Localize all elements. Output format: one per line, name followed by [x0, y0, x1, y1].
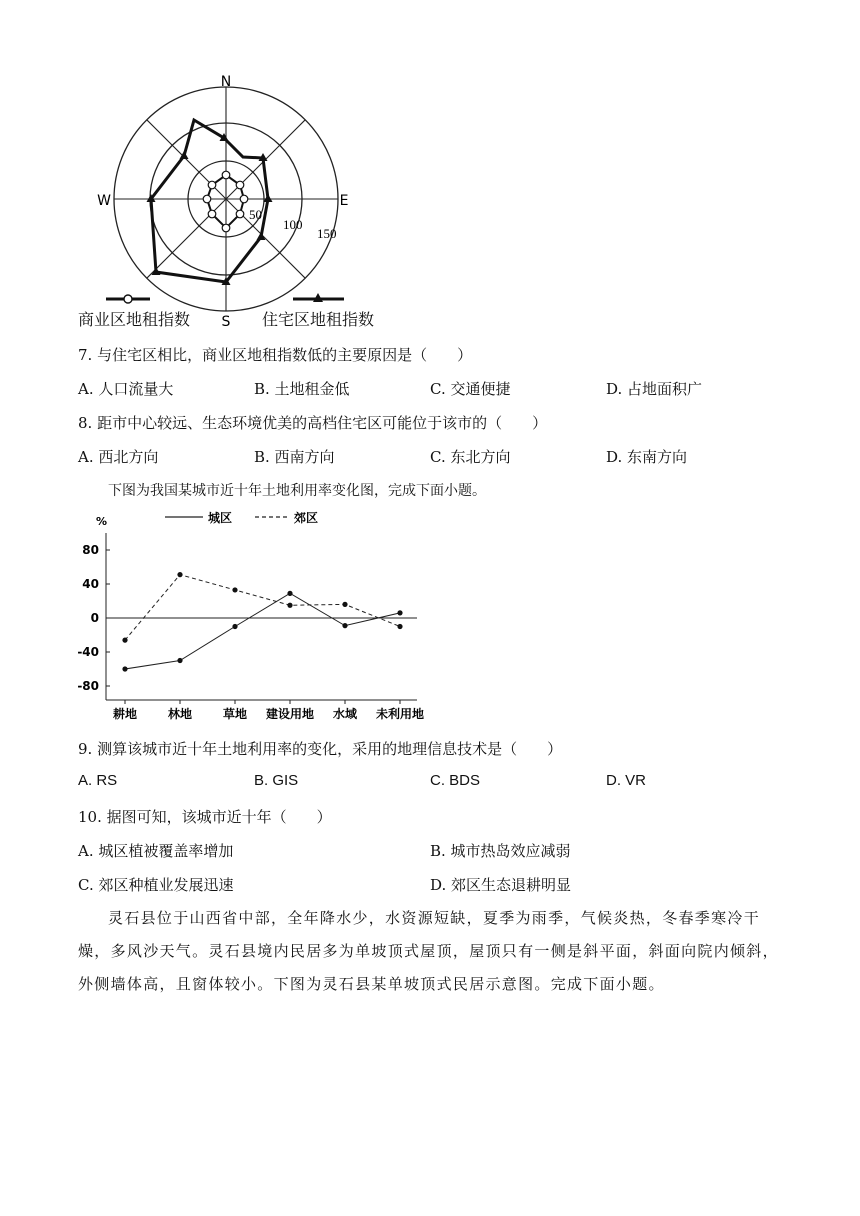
question-7-option-d[interactable]: D. 占地面积广	[606, 380, 703, 398]
y-tick-label: 40	[82, 577, 99, 591]
direction-e: E	[339, 193, 349, 209]
land-use-intro: 下图为我国某城市近十年土地利用率变化图，完成下面小题。	[108, 483, 486, 499]
ring-label-100: 100	[283, 217, 303, 232]
legend-residential-label: 住宅区地租指数	[262, 310, 375, 329]
rent-index-radar-figure	[60, 70, 400, 332]
question-10-option-a[interactable]: A. 城区植被覆盖率增加	[78, 842, 234, 860]
x-tick-label: 耕地	[112, 707, 138, 721]
question-10-option-c[interactable]: C. 郊区种植业发展迅速	[78, 876, 234, 894]
question-7-option-b[interactable]: B. 土地租金低	[254, 380, 350, 398]
urban-data-point	[287, 591, 292, 596]
question-9-option-a[interactable]: A. RS	[78, 772, 118, 789]
direction-n: N	[220, 74, 232, 90]
x-tick-label: 建设用地	[265, 707, 315, 721]
urban-series-line	[125, 593, 400, 669]
question-10-option-b[interactable]: B. 城市热岛效应减弱	[430, 842, 571, 860]
question-8-option-c[interactable]: C. 东北方向	[430, 448, 511, 466]
commercial-marker-ne	[236, 181, 244, 189]
y-tick-label: 80	[82, 543, 99, 557]
x-ticks	[113, 700, 424, 721]
commercial-marker-e	[240, 195, 248, 203]
commercial-marker-s	[222, 224, 230, 232]
suburban-data-point	[397, 624, 402, 629]
question-8-option-b[interactable]: B. 西南方向	[254, 448, 335, 466]
urban-data-point	[177, 658, 182, 663]
urban-data-point	[232, 624, 237, 629]
question-9-stem: 9. 测算该城市近十年土地利用率的变化，采用的地理信息技术是（ ）	[78, 740, 563, 758]
y-axis-unit: %	[96, 515, 108, 528]
y-ticks	[77, 543, 110, 693]
question-9-option-d[interactable]: D. VR	[606, 772, 647, 789]
residential-marker-e	[264, 194, 273, 202]
ring-label-150: 150	[317, 226, 337, 241]
question-10-stem: 10. 据图可知，该城市近十年（ ）	[78, 808, 332, 826]
commercial-marker-w	[203, 195, 211, 203]
suburban-data-point	[342, 602, 347, 607]
legend-commercial-label: 商业区地租指数	[78, 310, 191, 329]
suburban-series-line	[125, 575, 400, 640]
direction-s: S	[221, 314, 231, 330]
suburban-data-point	[287, 603, 292, 608]
question-8-option-d[interactable]: D. 东南方向	[606, 448, 688, 466]
y-tick-label: -80	[77, 679, 99, 693]
question-10-option-d[interactable]: D. 郊区生态退耕明显	[430, 876, 572, 894]
commercial-marker-sw	[208, 210, 216, 218]
commercial-marker-se	[236, 210, 244, 218]
x-tick-label: 草地	[222, 707, 248, 721]
urban-data-point	[342, 623, 347, 628]
chart-legend	[165, 510, 318, 525]
legend-suburban-label: 郊区	[294, 511, 319, 525]
urban-data-point	[397, 610, 402, 615]
y-tick-label: -40	[77, 645, 99, 659]
question-8-option-a[interactable]: A. 西北方向	[78, 448, 159, 466]
land-use-change-chart	[70, 505, 440, 727]
residential-marker-se	[257, 232, 266, 240]
residential-marker-nw	[180, 151, 189, 159]
question-9-option-b[interactable]: B. GIS	[254, 772, 299, 789]
question-7-stem: 7. 与住宅区相比，商业区地租指数低的主要原因是（ ）	[78, 346, 473, 364]
y-tick-label: 0	[90, 611, 99, 625]
legend-commercial-symbol	[106, 295, 150, 303]
lingshi-intro-paragraph: 灵石县位于山西省中部，全年降水少，水资源短缺，夏季为雨季，气候炎热，冬春季寒冷干燥，多风沙天气。灵石县境内民居多为单坡顶式屋顶，屋顶只有一侧是斜平面，斜面向院内倾斜，外侧墙体高，且窗体较小。下图为灵石县某单坡顶式民居示意图。完成下面小题。	[78, 909, 779, 993]
x-tick-label: 林地	[167, 707, 193, 721]
suburban-data-point	[232, 587, 237, 592]
question-9-option-c[interactable]: C. BDS	[430, 772, 481, 789]
x-tick-label: 水域	[332, 707, 358, 721]
suburban-data-point	[122, 638, 127, 643]
question-8-stem: 8. 距市中心较远、生态环境优美的高档住宅区可能位于该市的（ ）	[78, 414, 548, 432]
legend-residential-symbol	[293, 293, 344, 302]
legend-urban-label: 城区	[208, 511, 233, 525]
ring-label-50: 50	[249, 207, 262, 222]
commercial-marker-nw	[208, 181, 216, 189]
x-tick-label: 未利用地	[375, 707, 425, 721]
question-7-option-a[interactable]: A. 人口流量大	[78, 380, 174, 398]
commercial-marker-n	[222, 171, 230, 179]
direction-w: W	[97, 193, 111, 209]
urban-data-point	[122, 666, 127, 671]
question-7-option-c[interactable]: C. 交通便捷	[430, 380, 511, 398]
suburban-data-point	[177, 572, 182, 577]
chart-series	[122, 572, 402, 672]
